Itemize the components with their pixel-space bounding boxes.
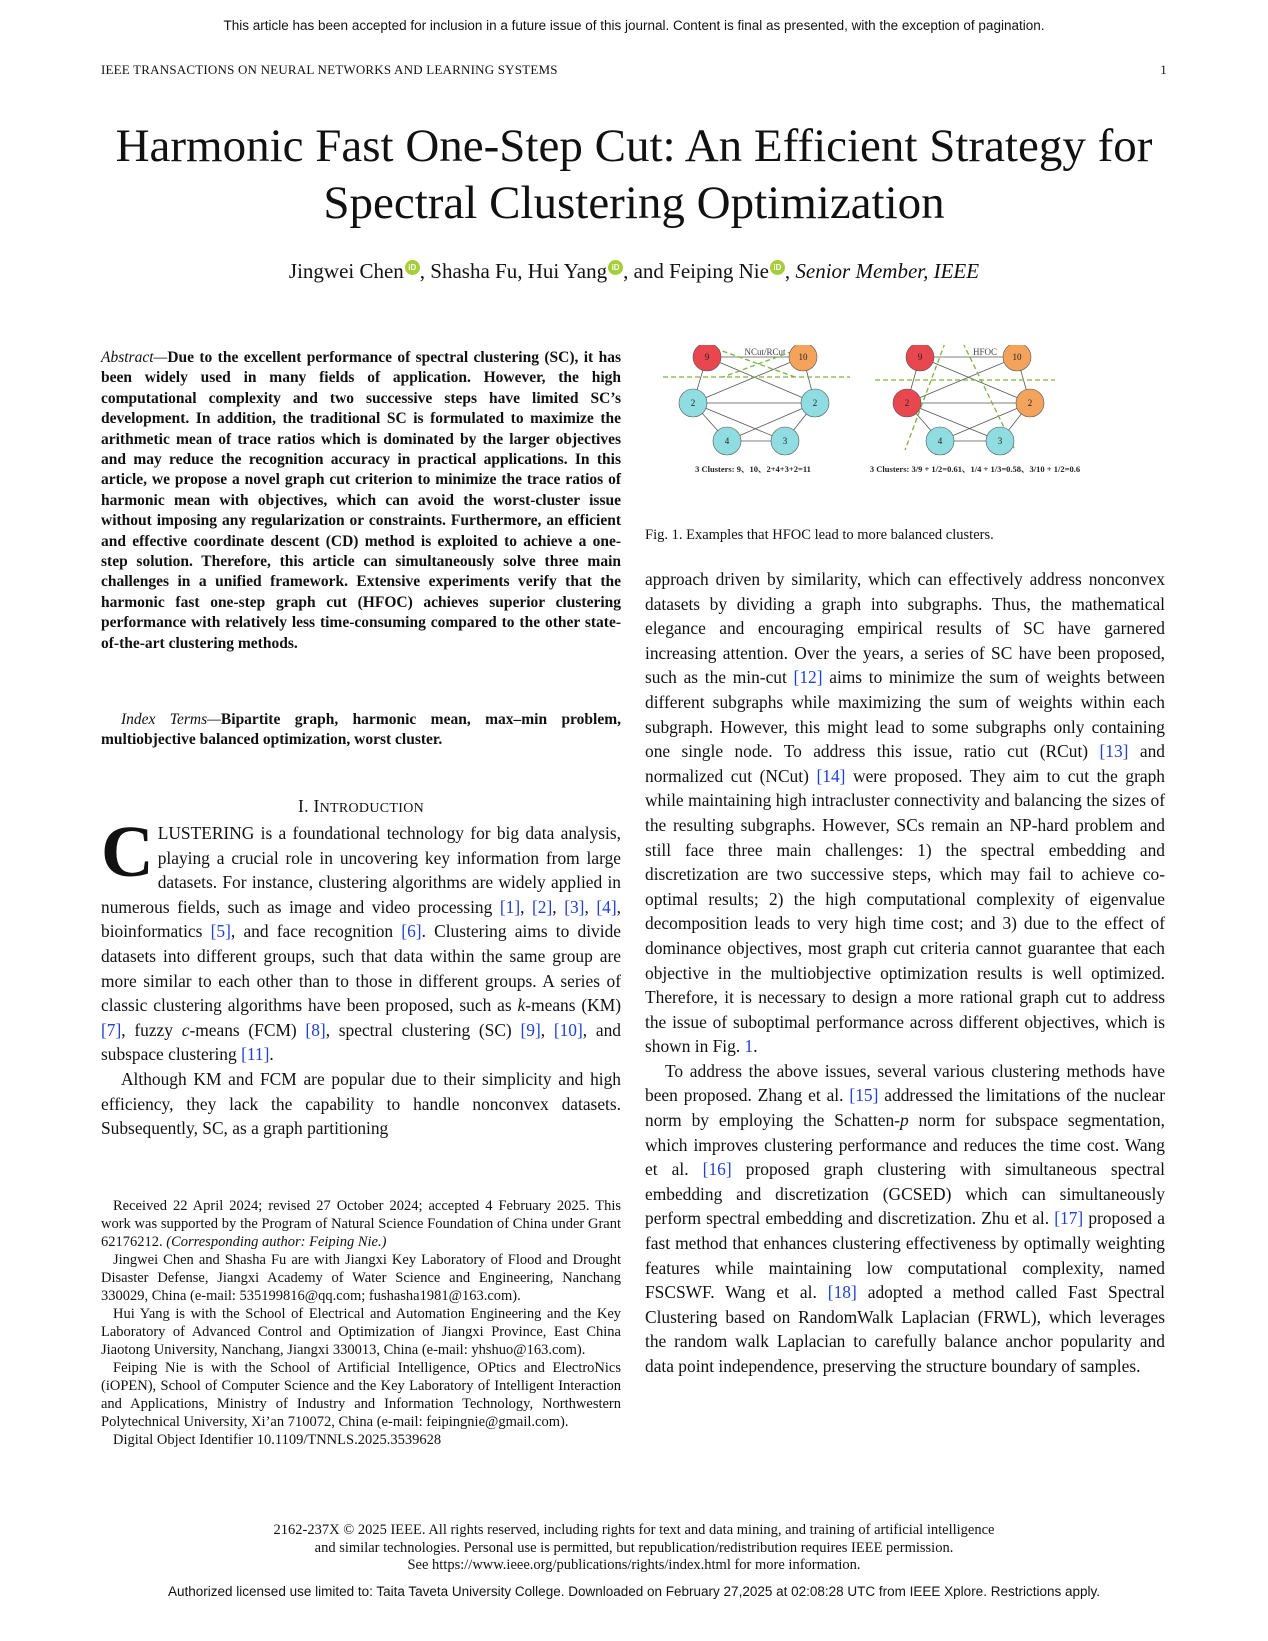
text: , (584, 896, 597, 917)
citation-link[interactable]: [15] (849, 1085, 879, 1106)
copyright-line: and similar technologies. Personal use is permitted, but republication/redistribution requires IEEE permission. (314, 1539, 954, 1556)
abstract-label: Abstract— (101, 349, 168, 366)
abstract-text: Due to the excellent performance of spectral clustering (SC), it has been widely used in many fields of application. However, the high computational complexity and two successive steps have limited SC’s development. In addition, the traditional SC is formulated to maximize the arithmetic mean of trace ratios which is dominated by the larger objectives and may reduce the recognition accuracy in practical applications. In this article, we propose a novel graph cut criterion to minimize the trace ratios of harmonic mean with objectives, which can avoid the worst-cluster issue without imposing any regularization or constraints. Furthermore, an efficient and effective coordinate descent (CD) method is exploited to achieve a one-step solution. Therefore, this article can simultaneously solve three main challenges in a unified framework. Extensive experiments verify that the harmonic fast one-step graph cut (HFOC) achieves superior clustering performance with relatively less time-consuming compared to the other state-of-the-art clustering methods. (101, 349, 621, 652)
node-label: 2 (690, 398, 696, 408)
copyright-line: See https://www.ieee.org/publications/rights/index.html for more information. (407, 1557, 861, 1573)
citation-link[interactable]: [13] (1099, 741, 1129, 762)
figure-link[interactable]: 1 (744, 1036, 754, 1057)
citation-link[interactable]: [8] (305, 1019, 326, 1040)
text: were proposed. They aim to cut the graph while maintaining high intracluster connectivity and balancing the sizes of the resulting subgraphs. However, SCs remain an NP-hard problem and still face three main challenges: 1) the spectral embedding and discretization are two successive steps, which may fail to achieve co-optimal results; 2) the high computational complexity of eigenvalue decomposition leads to very high time cost; and 3) due to the effect of dominance objectives, most graph cut criteria cannot guarantee that each objective in the multiobjective optimization results is well optimized. Therefore, it is necessary to design a more rational graph cut to address the issue of suboptimal performance across different objectives, which is shown in Fig. (645, 765, 1166, 1057)
right-paragraph-1 (645, 567, 1165, 1059)
citation-link[interactable]: [12] (793, 667, 823, 688)
text: aims to minimize the sum of weights between different subgraphs while maximizing the sum of weights within each subgraph. However, this might lead to some subgraphs only containing one single node. To address this issue, ratio cut (RCut) (645, 667, 1165, 762)
right-graph-title: HFOC (972, 347, 998, 357)
math-var: c (181, 1019, 190, 1040)
footnote-affiliation: Hui Yang is with the School of Electrical and Automation Engineering and the Key Laboratory of Advanced Control and Optimization of Jiangxi Province, East China Jiaotong University, Nanchang, Jiangxi 330013, China (e-mail: yhshuo@163.com). (101, 1306, 621, 1358)
citation-link[interactable]: [17] (1054, 1208, 1084, 1229)
footnote-affiliation: Jingwei Chen and Shasha Fu are with Jiangxi Key Laboratory of Flood and Drought Disaster Defense, Jiangxi Academy of Water Science and Engineering, Nanchang 330029, China (e-mail: 535199816@qq.com; fushasha1981@163.com). (101, 1252, 621, 1304)
citation-link[interactable]: [16] (702, 1159, 732, 1180)
orcid-icon[interactable]: iD (770, 260, 785, 275)
right-graph-caption: 3 Clusters: 3/9 + 1/2=0.61、1/4 + 1/3=0.58、3/10 + 1/2=0.6 (869, 464, 1081, 474)
orcid-icon[interactable]: iD (405, 260, 420, 275)
intro-body (101, 811, 621, 1141)
node-label: 9 (704, 352, 710, 362)
text: addressed the limitations of the nuclear norm by employing the Schatten- (645, 1085, 1166, 1131)
author-list (60, 259, 1208, 284)
author-name: , and Feiping Nie (623, 259, 769, 283)
figure-caption: Fig. 1. Examples that HFOC lead to more balanced clusters. (645, 527, 994, 543)
text: proposed a fast method that enhances clustering effectiveness by optimally weighting features while maintaining low computational complexity, named FSCSWF. Wang et al. (645, 1208, 1165, 1303)
right-column-body (645, 567, 1165, 1379)
text: adopted a method called Fast Spectral Clustering based on RandomWalk Laplacian (FRWL), which leverages the random walk Laplacian to carefully balance anchor popularity and data point independence, preserving the structure boundary of samples. (645, 1282, 1165, 1376)
text: proposed graph clustering with simultaneous spectral embedding and discretization (GCSED) which can simultaneously perform spectral embedding and discretization. Zhu et al. (645, 1159, 1165, 1229)
node-label: 2 (812, 398, 818, 408)
copyright-notice (0, 1522, 1268, 1575)
section-number: I. (297, 796, 314, 816)
node-label: 10 (1012, 352, 1022, 362)
node-label: 3 (997, 436, 1003, 446)
citation-link[interactable]: [6] (401, 921, 422, 942)
footnote-affiliation: Feiping Nie is with the School of Artificial Intelligence, OPtics and ElectroNics (iOPEN), School of Computer Science and the Key Laboratory of Intelligent Interaction and Applications, Ministry of Industry and Information Technology, Northwestern Polytechnical University, Xi’an 710072, China (e-mail: feipingnie@gmail.com). (101, 1360, 621, 1430)
left-graph-caption: 3 Clusters: 9、10、2+4+3+2=11 (695, 464, 811, 474)
intro-paragraph-1 (101, 811, 621, 1067)
text: , fuzzy (121, 1019, 182, 1040)
footnote-doi: Digital Object Identifier 10.1109/TNNLS.2025.3539628 (113, 1432, 442, 1448)
section-title-rest: NTRODUCTION (319, 801, 425, 816)
figure-1 (645, 345, 1165, 505)
abstract (101, 348, 621, 654)
citation-link[interactable]: [4] (596, 896, 617, 917)
text: approach driven by similarity, which can effectively address nonconvex datasets by dividing a graph into subgraphs. Thus, the mathematical elegance and encouraging empirical results of SC have garnered increasing attention. Over the years, a series of SC have been proposed, such as the min-cut (645, 569, 1165, 688)
text: norm for subspace segmentation, which improves clustering performance and reduces the time cost. Wang et al. (645, 1110, 1166, 1180)
footnotes (101, 1197, 621, 1449)
text: , (552, 896, 565, 917)
citation-link[interactable]: [10] (553, 1019, 583, 1040)
citation-link[interactable]: [9] (520, 1019, 541, 1040)
node-label: 4 (937, 436, 943, 446)
text: , (520, 896, 533, 917)
copyright-line: 2162-237X © 2025 IEEE. All rights reserved, including rights for text and data mining, and training of artificial intelligence (273, 1522, 995, 1538)
text: , bioinformatics (101, 896, 621, 942)
citation-link[interactable]: [18] (827, 1282, 857, 1303)
text: and normalized cut (NCut) (645, 741, 1165, 786)
citation-link[interactable]: [11] (241, 1044, 270, 1065)
text: . (269, 1044, 274, 1065)
author-name: , Shasha Fu, Hui Yang (419, 259, 608, 283)
index-terms (101, 710, 621, 751)
section-heading (101, 796, 621, 817)
section-title-initial: I (313, 796, 320, 816)
node-label: 10 (798, 352, 808, 362)
intro-paragraph-2: Although KM and FCM are popular due to their simplicity and high efficiency, they lack the capability to handle nonconvex datasets. Subsequently, SC, as a graph partitioning (101, 1068, 621, 1139)
text: . Clustering aims to divide datasets into different groups, such that data within the same group are more similar to each other than to those in different groups. A series of classic clustering algorithms have been proposed, such as (101, 921, 621, 1016)
node-label: 2 (1027, 398, 1033, 408)
corresponding-author: (Corresponding author: Feiping Nie.) (166, 1234, 387, 1250)
license-notice: Authorized licensed use limited to: Taita Taveta University College. Downloaded on February 27,2025 at 02:08:28 UTC from IEEE Xplore. Restrictions apply. (168, 1584, 1100, 1599)
running-header (101, 62, 1167, 78)
math-var: p (899, 1110, 909, 1131)
citation-link[interactable]: [14] (816, 765, 846, 786)
text: Received 22 April 2024; revised 27 October 2024; accepted 4 February 2025. This work was supported by the Program of Natural Science Foundation of China under Grant 62176212. (101, 1198, 621, 1250)
text: , and subspace clustering (101, 1019, 621, 1065)
text: , spectral clustering (SC) (325, 1019, 521, 1040)
text: . (753, 1036, 758, 1057)
index-terms-text: Bipartite graph, harmonic mean, max–min problem, multiobjective balanced optimization, worst cluster. (101, 711, 622, 749)
math-var: k (517, 995, 526, 1016)
node-label: 3 (782, 436, 788, 446)
text: -means (KM) (525, 995, 621, 1016)
left-graph-title: NCut/RCut (744, 347, 786, 357)
text: , and face recognition (230, 921, 402, 942)
journal-name: IEEE TRANSACTIONS ON NEURAL NETWORKS AND LEARNING SYSTEMS (101, 62, 558, 77)
drop-cap: C (101, 811, 154, 892)
orcid-icon[interactable]: iD (608, 260, 623, 275)
node-label: 4 (724, 436, 730, 446)
author-membership: Senior Member, IEEE (795, 259, 980, 283)
citation-link[interactable]: [5] (210, 921, 231, 942)
citation-link[interactable]: [2] (532, 896, 553, 917)
author-separator: , (784, 259, 796, 283)
right-paragraph-2 (645, 1059, 1165, 1379)
node-label: 9 (917, 352, 923, 362)
text: -means (FCM) (189, 1019, 306, 1040)
text: To address the above issues, several various clustering methods have been proposed. Zhang et al. (645, 1060, 1165, 1106)
acceptance-note: This article has been accepted for inclusion in a future issue of this journal. Content is final as presented, with the exception of pagination. (223, 18, 1045, 33)
footnote-received (101, 1197, 621, 1251)
citation-link[interactable]: [3] (564, 896, 585, 917)
citation-link[interactable]: [7] (101, 1019, 122, 1040)
text: , (540, 1019, 554, 1040)
node-label: 2 (904, 398, 910, 408)
page-number: 1 (1160, 62, 1167, 77)
paper-title: Harmonic Fast One-Step Cut: An Efficient Strategy for Spectral Clustering Optimization (115, 120, 1153, 229)
index-terms-label: Index Terms— (121, 711, 221, 728)
author-name: Jingwei Chen (288, 259, 404, 283)
citation-link[interactable]: [1] (499, 896, 521, 917)
text: LUSTERING is a foundational technology for big data analysis, playing a crucial role in uncovering key information from large datasets. For instance, clustering algorithms are widely applied in numerous fields, such as image and video processing (101, 823, 621, 917)
